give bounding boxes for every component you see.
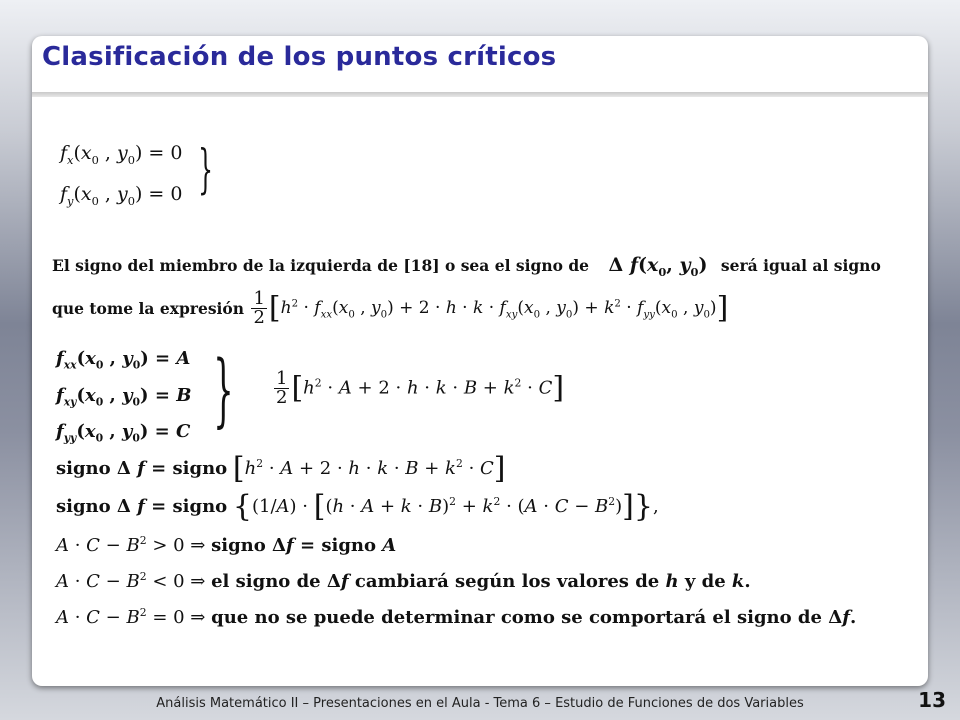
title-divider [32, 92, 928, 97]
definitions-block [56, 344, 249, 454]
page-number: 13 [918, 688, 946, 712]
right-brace-2: } [212, 343, 234, 436]
signo-prefix-1: signo Δ f = signo [56, 458, 228, 479]
page-title: Clasificación de los puntos críticos [42, 42, 557, 72]
case3-text: que no se puede determinar como se comportará el signo de Δf. [211, 607, 857, 628]
signo-prefix-2: signo Δ f = signo [56, 496, 228, 517]
signo-expr-1: $[h^2 \cdot A + 2 \cdot h \cdot k \cdot B + k^2 \cdot C]$ [232, 451, 506, 486]
signo-line-1 [56, 451, 506, 486]
case2-text: el signo de Δf cambiará según los valores de h y de k. [211, 571, 751, 592]
system-eq-1: $f_x(x_0$ , $y_0) = 0$ [60, 142, 183, 167]
case3-condition: $A \cdot C - B^2 = 0$ ⇒ [56, 606, 206, 628]
signo-line-2 [56, 489, 659, 524]
simplified-expr: $\frac{1}{2}$ $[h^2 \cdot A + 2 \cdot h \cdot k \cdot B + k^2 \cdot C]$ [276, 368, 565, 408]
critical-system [60, 136, 222, 218]
right-brace: } [197, 140, 213, 200]
paragraph-line-2 [52, 290, 728, 327]
case1-text: signo Δf = signo A [211, 535, 397, 556]
paragraph-text-1: El signo del miembro de la izquierda de [18] o sea el signo de [52, 256, 590, 275]
paragraph-text-1-end: será igual al signo [720, 256, 881, 275]
footer-text: Análisis Matemático II – Presentaciones en el Aula - Tema 6 – Estudio de Funciones de dos Variables [156, 696, 804, 711]
paragraph-line-1 [52, 254, 881, 279]
def-B: $f_{xy}(x_0$ , $y_0) = B$ [56, 384, 192, 409]
case-zero [56, 606, 856, 628]
case2-condition: $A \cdot C - B^2 < 0$ ⇒ [56, 570, 206, 592]
def-C: $f_{yy}(x_0$ , $y_0) = C$ [56, 421, 191, 445]
case-negative [56, 570, 751, 592]
case1-condition: $A \cdot C - B^2 > 0$ ⇒ [56, 534, 206, 556]
case-positive [56, 534, 396, 556]
slide-panel [32, 36, 928, 686]
quadratic-expr: $\frac{1}{2}$ [$h^2 \cdot f_{xx}(x_0$ , $y_0) + 2 \cdot h \cdot k \cdot f_{xy}(x_0$ , $y_0) + k^2 \cdot f_{yy}(x_0$ , $y_0$)] [253, 288, 729, 328]
system-eq-2: $f_y(x_0$ , $y_0) = 0$ [60, 182, 183, 208]
signo-expr-2: $\{(1/A) \cdot [(h \cdot A + k \cdot B)^2 + k^2 \cdot (A \cdot C - B^2)]\}$, [232, 489, 659, 524]
delta-f-expr: Δ $f(x_0$, $y_0$) [608, 254, 708, 279]
paragraph-text-2: que tome la expresión [52, 299, 245, 318]
def-A: $f_{xx}(x_0$ , $y_0) = A$ [56, 348, 191, 372]
